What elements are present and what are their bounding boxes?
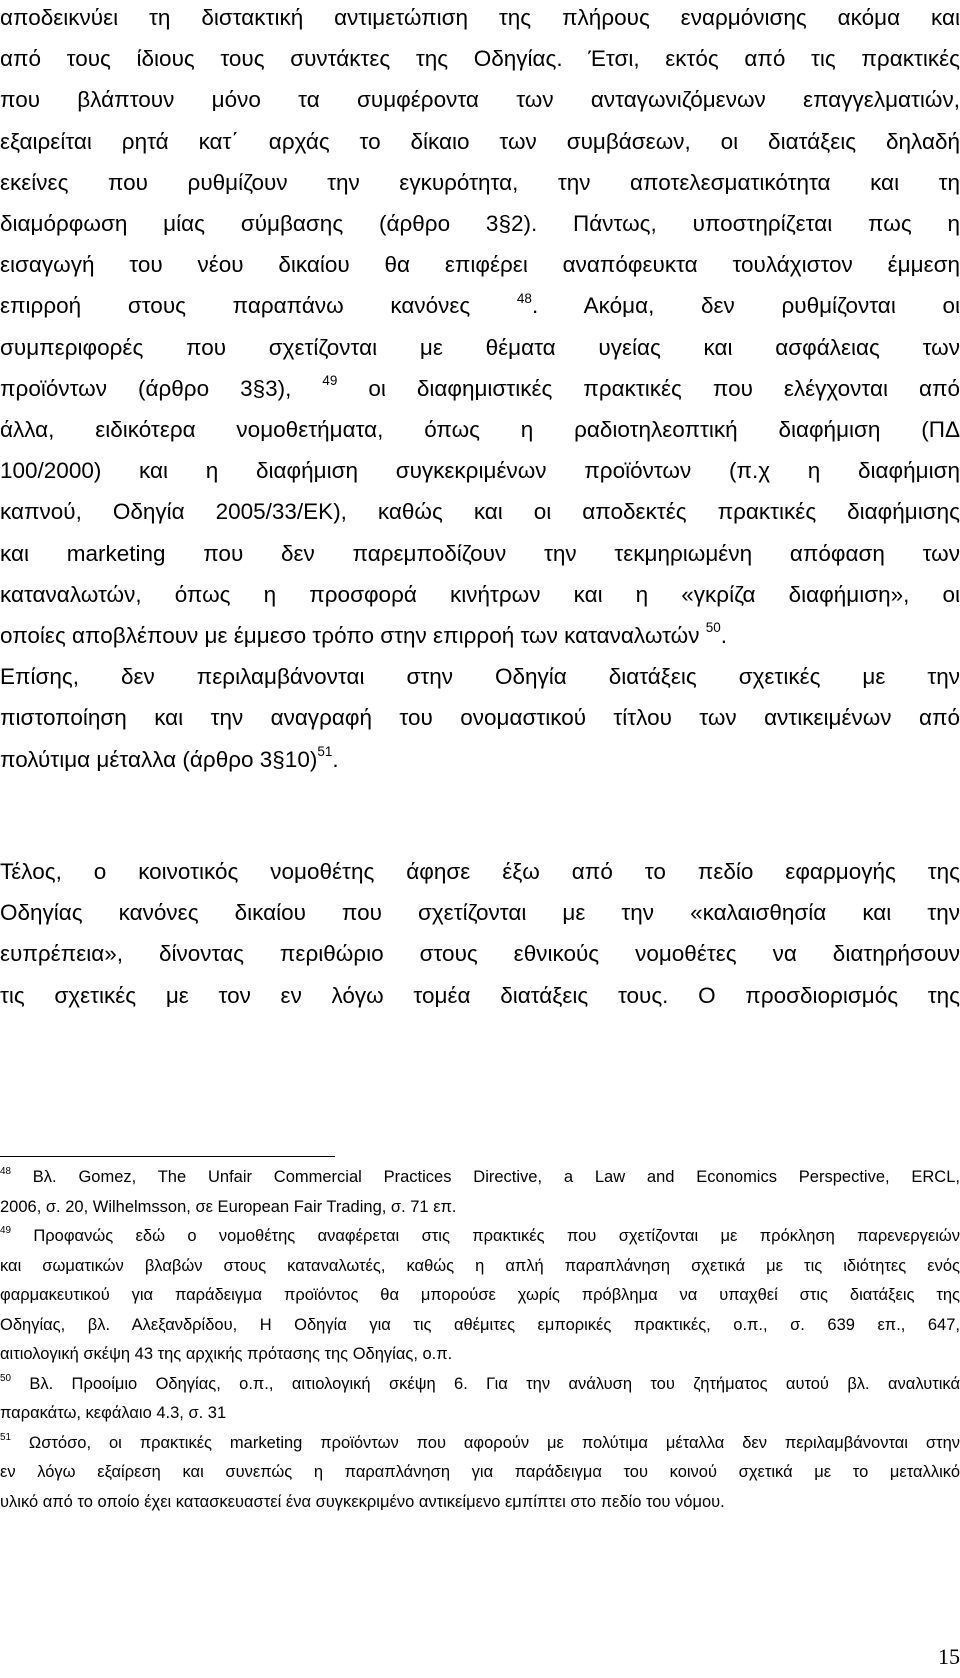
text-line: Οδηγίας κανόνες δικαίου που σχετίζονται με την «καλαισθησία και την: [0, 900, 960, 926]
text-line: άλλα, ειδικότερα νομοθετήματα, όπως η ραδιοτηλεοπτική διαφήμιση (ΠΔ: [0, 417, 960, 442]
text-line: Επίσης, δεν περιλαμβάνονται στην Οδηγία διατάξεις σχετικές με την: [0, 664, 960, 690]
text-line: που βλάπτουν μόνο τα συμφέροντα των ανταγωνιζόμενων επαγγελματιών,: [0, 87, 960, 113]
text-span: Προφανώς εδώ ο νομοθέτης αναφέρεται στις πρακτικές που σχετίζονται με πρόκληση παρενεργειών: [10, 1227, 960, 1245]
footnote-line: εν λόγω εξαίρεση και συνεπώς η παραπλάνηση για παράδειγμα του κοινού σχετικά με το μεταλλικό: [0, 1463, 960, 1481]
text-span: οποίες αποβλέπουν με έμμεσο τρόπο στην επιρροή των καταναλωτών: [0, 623, 706, 648]
text-line: εισαγωγή του νέου δικαίου θα επιφέρει αναπόφευκτα τουλάχιστον έμμεση: [0, 252, 960, 278]
text-line: και marketing που δεν παρεμποδίζουν την τεκμηριωμένη απόφαση των: [0, 540, 960, 566]
text-span: .: [720, 623, 728, 648]
text-line: από τους ίδιους τους συντάκτες της Οδηγίας. Έτσι, εκτός από τις πρακτικές: [0, 46, 960, 72]
text-span: .: [332, 746, 339, 772]
footnote-line: και σωματικών βλαβών στους καταναλωτές, καθώς η απλή παραπλάνηση σχετικά με τις ιδιότητες ενός: [0, 1256, 960, 1275]
text-line: πιστοποίηση και την αναγραφή του ονομαστικού τίτλου των αντικειμένων από: [0, 705, 960, 731]
text-line: καταναλωτών, όπως η προσφορά κινήτρων και η «γκρίζα διαφήμιση», οι: [0, 581, 960, 607]
footnote-reference: 51: [0, 1431, 11, 1443]
page-number: 15: [938, 1644, 960, 1669]
footnote-line: παρακάτω, κεφάλαιο 4.3, σ. 31: [0, 1404, 227, 1422]
text-span: Ωστόσο, οι πρακτικές marketing προϊόντων που αφορούν με πολύτιμα μέταλλα δεν περιλαμβάνονται στην: [10, 1433, 960, 1452]
text-line: εξαιρείται ρητά κατ΄ αρχάς το δίκαιο των συμβάσεων, οι διατάξεις δηλαδή: [0, 128, 960, 154]
footnote-reference: 50: [705, 621, 721, 636]
footnote-line: [0, 1166, 960, 1196]
footnote-reference: 48: [516, 291, 532, 306]
footnote-line: φαρμακευτικού για παράδειγμα προϊόντος θα μπορούσε χωρίς πρόβλημα να υπαχθεί στις διατάξεις της: [0, 1286, 960, 1304]
text-line: διαμόρφωση μίας σύμβασης (άρθρο 3§2). Πάντως, υποστηρίζεται πως η: [0, 211, 960, 236]
text-line: εκείνες που ρυθμίζουν την εγκυρότητα, την αποτελεσματικότητα και τη: [0, 169, 960, 195]
text-span: οι διαφημιστικές πρακτικές που ελέγχονται από: [337, 375, 960, 401]
text-span: . Ακόμα, δεν ρυθμίζονται οι: [531, 293, 960, 319]
footnote-line: [0, 1432, 960, 1462]
footnote-reference: 51: [317, 744, 333, 760]
text-span: πολύτιμα μέταλλα (άρθρο 3§10): [0, 746, 318, 772]
footnote-line: Οδηγίας, βλ. Αλεξανδρίδου, Η Οδηγία για τις αθέμιτες εμπορικές πρακτικές, ο.π., σ. 639 επ., 647,: [0, 1315, 960, 1334]
text-line: Τέλος, ο κοινοτικός νομοθέτης άφησε έξω από το πεδίο εφαρμογής της: [0, 859, 960, 884]
text-line: [0, 621, 960, 661]
text-span: προϊόντων (άρθρο 3§3),: [0, 375, 323, 401]
text-line: [0, 291, 960, 331]
text-line: συμπεριφορές που σχετίζονται με θέματα υγείας και ασφάλειας των: [0, 334, 960, 360]
text-line: [0, 745, 960, 785]
footnote-separator: [0, 1156, 335, 1157]
text-line: καπνού, Οδηγία 2005/33/ΕΚ), καθώς και οι αποδεκτές πρακτικές διαφήμισης: [0, 499, 960, 525]
text-line: τις σχετικές με τον εν λόγω τομέα διατάξεις τους. Ο προσδιορισμός της: [0, 982, 960, 1008]
text-line: ευπρέπεια», δίνοντας περιθώριο στους εθνικούς νομοθέτες να διατηρήσουν: [0, 941, 960, 967]
footnote-line: υλικό από το οποίο έχει κατασκευαστεί ένα συγκεκριμένο αντικείμενο εμπίπτει στο πεδίο του νόμου.: [0, 1492, 725, 1511]
footnote-reference: 49: [322, 373, 338, 389]
text-span: Βλ. Gomez, The Unfair Commercial Practices Directive, a Law and Economics Perspective, ERCL,: [10, 1168, 960, 1186]
footnote-line: αιτιολογική σκέψη 43 της αρχικής πρότασης της Οδηγίας, ο.π.: [0, 1345, 453, 1363]
text-line: [0, 374, 960, 414]
footnote-line: 2006, σ. 20, Wilhelmsson, σε European Fair Trading, σ. 71 επ.: [0, 1197, 457, 1216]
footnote-line: [0, 1373, 960, 1403]
text-span: Βλ. Προοίμιο Οδηγίας, ο.π., αιτιολογική σκέψη 6. Για την ανάλυση του ζητήματος αυτού βλ. αναλυτικά: [10, 1374, 960, 1393]
footnote-reference: 49: [0, 1225, 11, 1237]
footnote-reference: 50: [0, 1372, 11, 1384]
text-span: επιρροή στους παραπάνω κανόνες: [0, 293, 517, 319]
footnote-line: [0, 1225, 960, 1255]
text-line: 100/2000) και η διαφήμιση συγκεκριμένων προϊόντων (π.χ η διαφήμιση: [0, 458, 960, 484]
text-line: αποδεικνύει τη διστακτική αντιμετώπιση της πλήρους εναρμόνισης ακόμα και: [0, 5, 960, 30]
footnote-reference: 48: [0, 1166, 11, 1178]
